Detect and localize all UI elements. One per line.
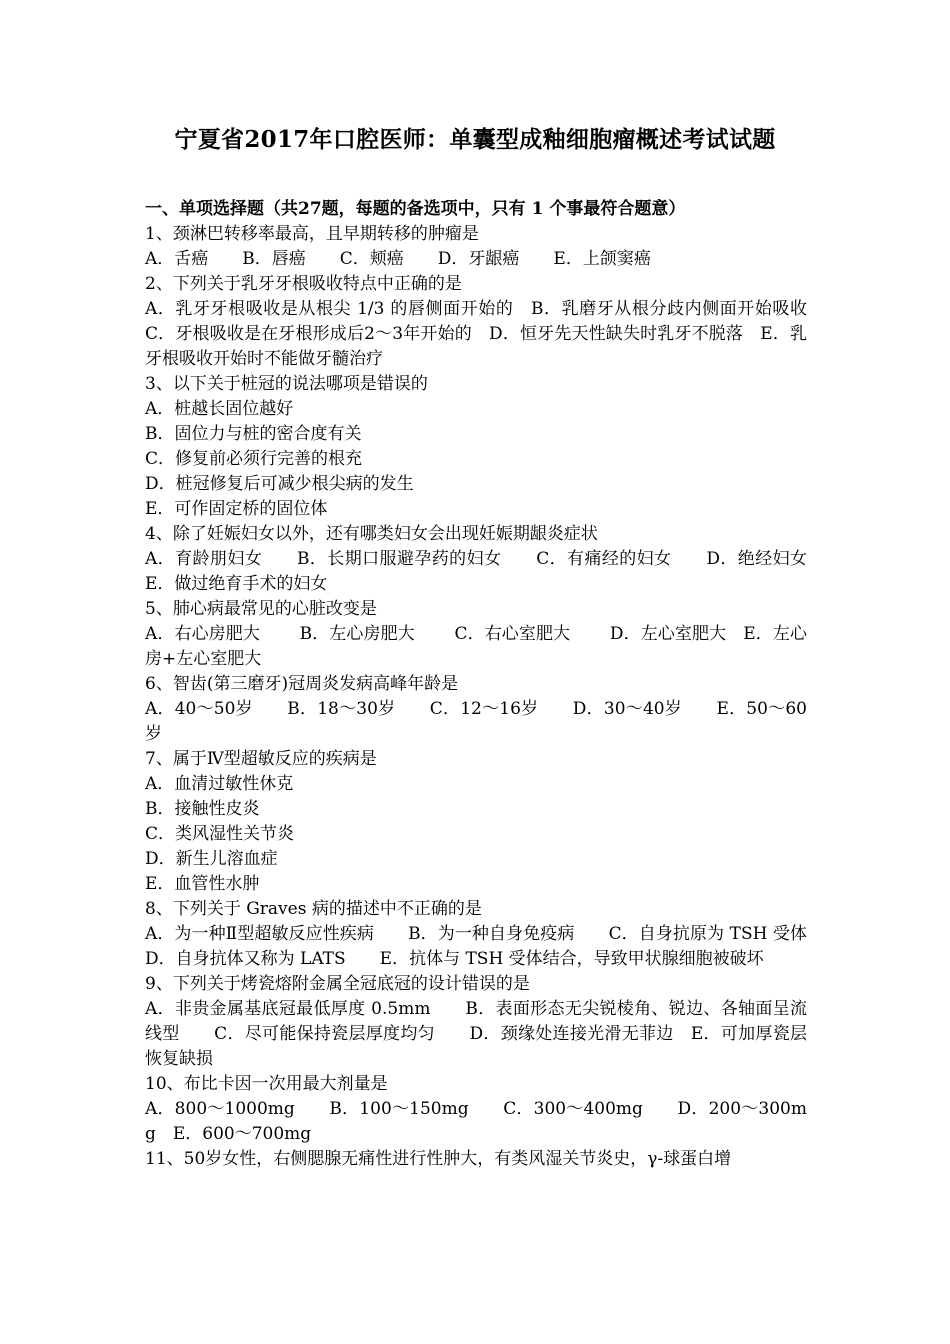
question-options: A．非贵金属基底冠最低厚度 0.5mm B．表面形态无尖锐棱角、锐边、各轴面呈流线型 C．尽可能保持瓷层厚度均匀 D．颈缘处连接光滑无菲边 E．可加厚瓷层恢复缺损 — [145, 999, 807, 1069]
option-e: E．血管性水肿 — [145, 874, 260, 894]
option-e: E．可作固定桥的固位体 — [145, 499, 328, 519]
option-b: B．接触性皮炎 — [145, 799, 260, 819]
question-stem: 7、属于Ⅳ型超敏反应的疾病是 — [145, 749, 377, 769]
question-stem: 10、布比卡因一次用最大剂量是 — [145, 1074, 388, 1094]
question-stem: 8、下列关于 Graves 病的描述中不正确的是 — [145, 899, 482, 919]
question-options: A．800～1000mg B．100～150mg C．300～400mg D．200～300mg E．600～700mg — [145, 1099, 807, 1144]
question-stem: 6、智齿(第三磨牙)冠周炎发病高峰年龄是 — [145, 674, 459, 694]
question-stem: 4、除了妊娠妇女以外，还有哪类妇女会出现妊娠期龈炎症状 — [145, 524, 598, 544]
question-stem: 1、颈淋巴转移率最高，且早期转移的肿瘤是 — [145, 224, 479, 244]
document-title: 宁夏省2017年口腔医师：单囊型成釉细胞瘤概述考试试题 — [174, 126, 776, 153]
option-c: C．修复前必须行完善的根充 — [145, 449, 363, 469]
document-body — [145, 197, 841, 1172]
question-stem: 9、下列关于烤瓷熔附金属全冠底冠的设计错误的是 — [145, 974, 530, 994]
question-stem: 2、下列关于乳牙牙根吸收特点中正确的是 — [145, 274, 462, 294]
question-options: A．40～50岁 B．18～30岁 C．12～16岁 D．30～40岁 E．50～60岁 — [145, 699, 807, 744]
question-options: A．舌癌 B．唇癌 C．颊癌 D．牙龈癌 E．上颌窦癌 — [145, 249, 651, 269]
option-d: D．桩冠修复后可减少根尖病的发生 — [145, 474, 414, 494]
section-heading: 一、单项选择题（共27题，每题的备选项中，只有 1 个事最符合题意） — [145, 199, 686, 219]
question-stem: 11、50岁女性，右侧腮腺无痛性进行性肿大，有类风湿关节炎史，γ-球蛋白增 — [145, 1149, 732, 1169]
question-options: A．育龄朋妇女 B．长期口服避孕药的妇女 C．有痛经的妇女 D．绝经妇女 E．做过绝育手术的妇女 — [145, 549, 841, 594]
option-a: A．血清过敏性休克 — [145, 774, 294, 794]
option-d: D．新生儿溶血症 — [145, 849, 278, 869]
question-stem: 3、以下关于桩冠的说法哪项是错误的 — [145, 374, 428, 394]
question-options: A．乳牙牙根吸收是从根尖 1/3 的唇侧面开始的 B．乳磨牙从根分歧内侧面开始吸收 C．牙根吸收是在牙根形成后2～3年开始的 D．恒牙先天性缺失时乳牙不脱落 E．乳牙根吸收开始时不能做牙髓治疗 — [145, 299, 824, 369]
option-c: C．类风湿性关节炎 — [145, 824, 295, 844]
option-a: A．桩越长固位越好 — [145, 399, 294, 419]
question-options: A．右心房肥大 B．左心房肥大 C．右心室肥大 D．左心室肥大 E．左心房+左心室肥大 — [145, 624, 807, 669]
question-options: A．为一种Ⅱ型超敏反应性疾病 B．为一种自身免疫病 C．自身抗原为 TSH 受体 D．自身抗体又称为 LATS E．抗体与 TSH 受体结合，导致甲状腺细胞被破坏 — [145, 924, 841, 969]
option-b: B．固位力与桩的密合度有关 — [145, 424, 362, 444]
question-stem: 5、肺心病最常见的心脏改变是 — [145, 599, 377, 619]
